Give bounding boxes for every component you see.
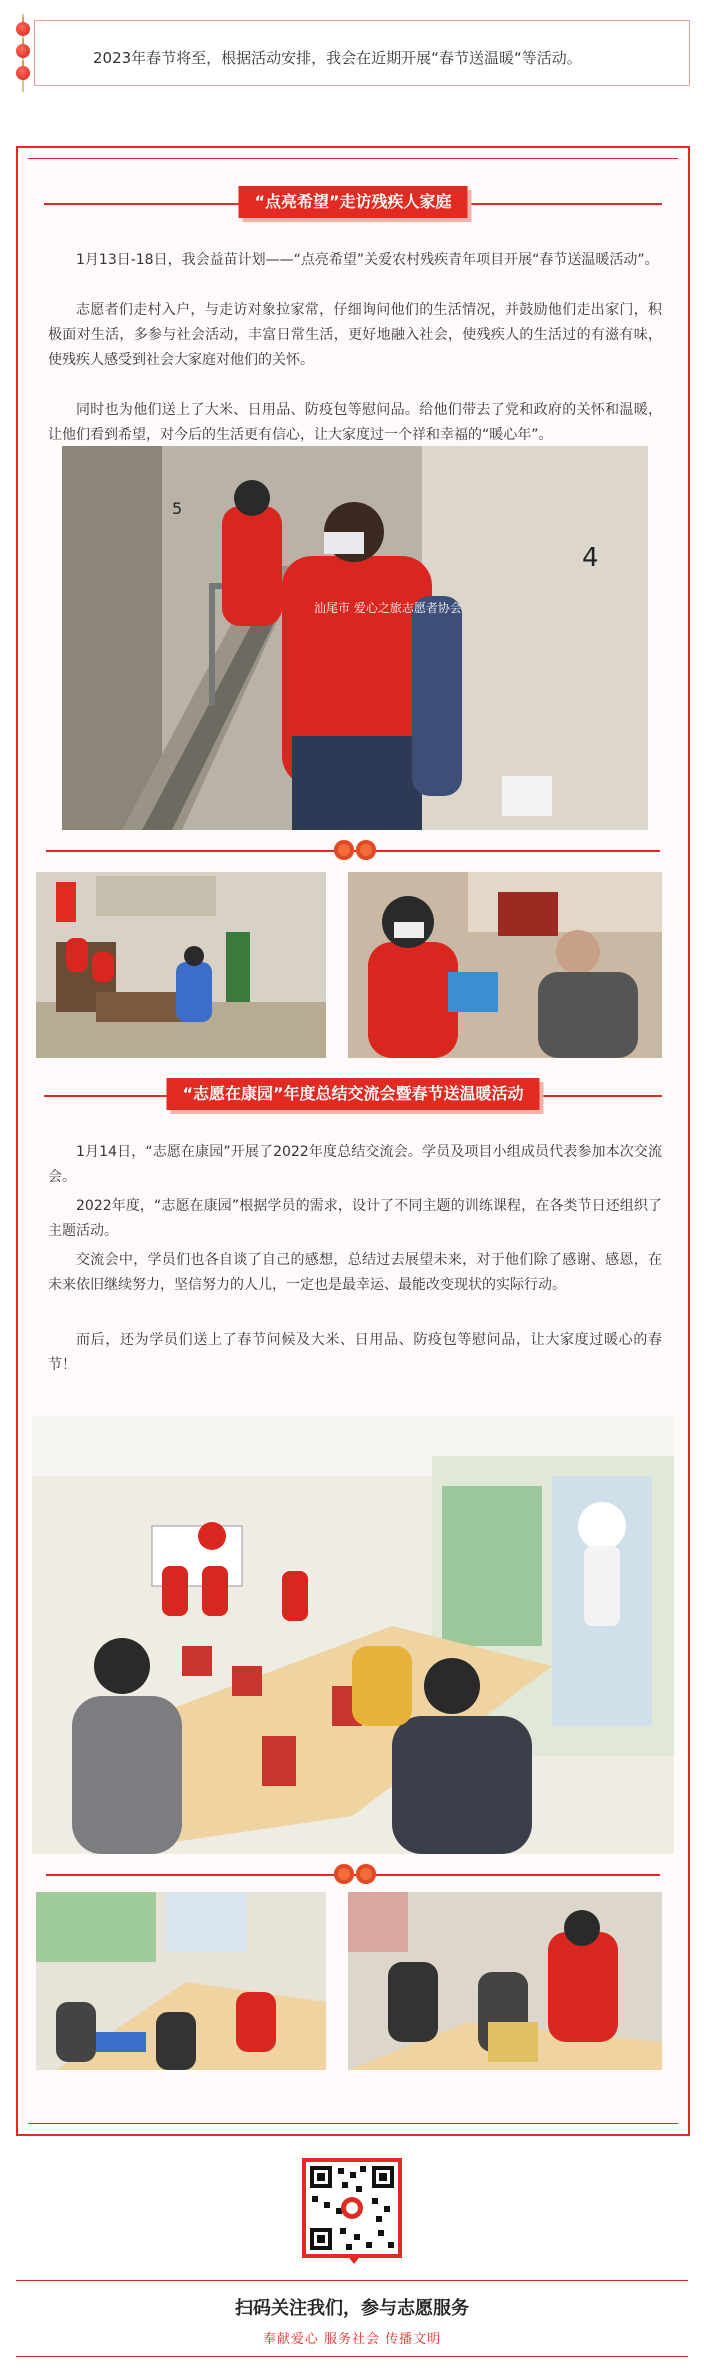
photo-meeting-2 [36, 1892, 326, 2070]
svg-text:5: 5 [172, 499, 183, 518]
flower-icon [332, 838, 380, 862]
banner-box [34, 20, 690, 86]
section2-title: “志愿在康园”年度总结交流会暨春节送温暖活动 [166, 1078, 539, 1110]
lantern-icon [16, 22, 30, 36]
footer-title: 扫码关注我们，参与志愿服务 [235, 2298, 469, 2319]
section1-paragraph: 同时也为他们送上了大米、日用品、防疫包等慰问品。给他们带去了党和政府的关怀和温暖，让他们看到希望，对今后的生活更有信心，让大家度过一个祥和幸福的“暖心年”。 [48, 402, 662, 443]
qr-code-icon [306, 2162, 398, 2254]
section2-paragraph: 1月14日，“志愿在康园”开展了2022年度总结交流会。学员及项目小组成员代表参加本次交流会。 [48, 1144, 662, 1185]
qr-pointer [346, 2254, 362, 2264]
section1-header [18, 186, 688, 222]
meeting-scene-3 [348, 1892, 662, 2070]
svg-text:4: 4 [582, 543, 599, 573]
section2-paragraph: 2022年度，“志愿在康园”根据学员的需求，设计了不同主题的训练课程，在各类节日还组织了主题活动。 [48, 1198, 662, 1239]
section1-title: “点亮希望”走访残疾人家庭 [238, 186, 467, 218]
photo-meeting-3 [348, 1892, 662, 2070]
home-visit-scene-2 [348, 872, 662, 1058]
qr-code[interactable] [302, 2158, 402, 2258]
photo-stairway-visit [62, 446, 648, 830]
footer-rule [16, 2356, 688, 2357]
top-banner [16, 14, 692, 92]
lantern-icon [16, 44, 30, 58]
section2-paragraph: 交流会中，学员们也各自谈了自己的感想，总结过去展望未来，对于他们除了感谢、感恩，在未来依旧继续努力，坚信努力的人儿，一定也是最幸运、最能改变现状的实际行动。 [48, 1252, 662, 1293]
stairway-scene [62, 446, 648, 830]
meeting-room-scene [32, 1416, 674, 1854]
flower-icon [332, 1862, 380, 1886]
section1-paragraph: 志愿者们走村入户，与走访对象拉家常，仔细询问他们的生活情况，并鼓励他们走出家门，积极面对生活，多参与社会活动，丰富日常生活，更好地融入社会，使残疾人的生活过的有滋有味，使残疾人感受到社会大家庭对他们的关怀。 [48, 302, 662, 368]
section1-paragraph: 1月13日-18日，我会益苗计划——“点亮希望”关爱农村残疾青年项目开展“春节送温暖活动”。 [76, 252, 659, 268]
photo-home-visit-1 [36, 872, 326, 1058]
lantern-icon [16, 66, 30, 80]
home-visit-scene-1 [36, 872, 326, 1058]
photo-home-visit-2 [348, 872, 662, 1058]
section2-header [18, 1078, 688, 1114]
vest-text: 汕尾市 爱心之旅志愿者协会 [314, 601, 462, 615]
banner-text: 2023年春节将至，根据活动安排，我会在近期开展“春节送温暖“等活动。 [93, 49, 582, 67]
section2-paragraph: 而后，还为学员们送上了春节问候及大米、日用品、防疫包等慰问品，让大家度过暖心的春节！ [48, 1332, 662, 1373]
footer-subtitle: 奉献爱心 服务社会 传播文明 [262, 2332, 442, 2347]
meeting-scene-2 [36, 1892, 326, 2070]
footer-rule [16, 2280, 688, 2281]
photo-meeting-room [32, 1416, 674, 1854]
article-frame [16, 146, 690, 2136]
